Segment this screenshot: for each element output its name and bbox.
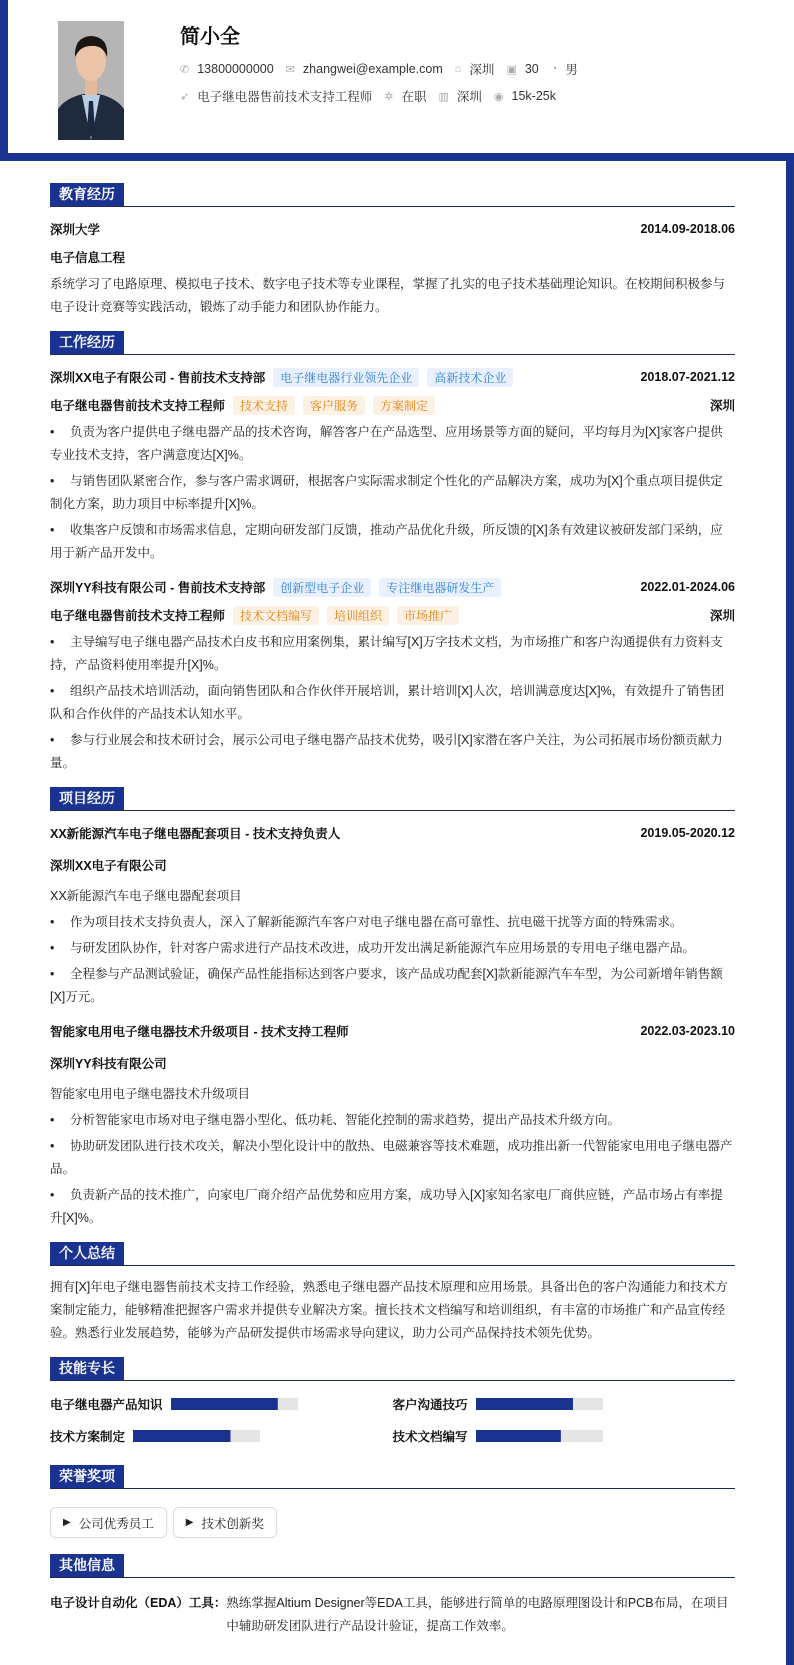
project-bullets	[50, 1109, 735, 1230]
skill-bar-fill	[476, 1398, 574, 1410]
bullet-icon: •	[50, 1139, 55, 1153]
project-name: 智能家电用电子继电器技术升级项目 - 技术支持工程师	[50, 1025, 349, 1039]
skill-bar-fill	[476, 1430, 561, 1442]
skill-tag: 培训组织	[327, 606, 389, 625]
email: zhangwei@example.com	[302, 62, 443, 76]
project-header-row	[50, 1019, 735, 1043]
bullet-text: 与销售团队紧密合作，参与客户需求调研，根据客户实际需求制定个性化的产品解决方案，成功为[X]个重点项目提供定制化方案，助力项目中标率提升[X]%。	[50, 474, 723, 511]
bullet-icon: •	[50, 425, 55, 439]
section-education: 教育经历	[50, 183, 735, 207]
section-project: 项目经历	[50, 787, 735, 811]
title-group	[50, 606, 459, 625]
company-tag: 专注继电器研发生产	[379, 578, 501, 597]
work-bullets	[50, 631, 735, 775]
work-title-row	[50, 393, 735, 417]
skill-tag: 技术支持	[233, 396, 295, 415]
bullet-icon: •	[50, 635, 55, 649]
project-company-row	[50, 853, 735, 877]
skill-bar	[476, 1430, 603, 1442]
list-item	[50, 519, 735, 565]
skill-tag: 市场推广	[397, 606, 459, 625]
play-icon: ▶	[185, 1517, 194, 1528]
send-icon: ➶	[180, 90, 190, 103]
other-label: 电子设计自动化（EDA）工具：	[50, 1596, 227, 1610]
gender-icon: ◔	[550, 63, 558, 75]
bullet-icon: •	[50, 474, 55, 488]
project-desc-row	[50, 1081, 735, 1105]
skill-item	[393, 1395, 736, 1413]
section-skills: 技能专长	[50, 1357, 735, 1381]
work-date: 2018.07-2021.12	[640, 370, 735, 384]
section-awards: 荣誉奖项	[50, 1465, 735, 1489]
list-item	[50, 937, 735, 960]
section-other: 其他信息	[50, 1554, 735, 1578]
job-status: 在职	[401, 90, 427, 104]
section-summary: 个人总结	[50, 1242, 735, 1266]
skill-tag: 技术文档编写	[233, 606, 319, 625]
bullet-text: 全程参与产品测试验证，确保产品性能指标达到客户要求，该产品成功配套[X]款新能源汽车车型，为公司新增年销售额[X]万元。	[50, 967, 723, 1004]
bullet-text: 作为项目技术支持负责人，深入了解新能源汽车客户对电子继电器在高可靠性、抗电磁干扰等方面的特殊需求。	[70, 915, 683, 929]
project-date: 2019.05-2020.12	[640, 826, 735, 840]
bullet-text: 参与行业展会和技术研讨会，展示公司电子继电器产品技术优势，吸引[X]家潜在客户关注，为公司拓展市场份额贡献力量。	[50, 733, 723, 770]
bullet-text: 协助研发团队进行技术攻关，解决小型化设计中的散热、电磁兼容等技术难题，成功推出新一代智能家电用电子继电器产品。	[50, 1139, 733, 1176]
skill-name: 电子继电器产品知识	[50, 1398, 163, 1412]
summary-text: 拥有[X]年电子继电器售前技术支持工作经验，熟悉电子继电器产品技术原理和应用场景。具备出色的客户沟通能力和技术方案制定能力，能够精准把握客户需求并提供专业解决方案。擅长技术文档编写和培训组织，有丰富的市场推广和产品宣传经验。熟悉行业发展趋势，能够为产品研发提供市场需求导向建议，助力公司产品保持技术领先优势。	[50, 1280, 728, 1340]
city: 深圳	[469, 63, 495, 77]
bullet-text: 组织产品技术培训活动，面向销售团队和合作伙伴开展培训，累计培训[X]人次，培训满意度达[X]%，有效提升了销售团队和合作伙伴的产品技术认知水平。	[50, 684, 725, 721]
edu-date: 2014.09-2018.06	[640, 222, 735, 236]
bullet-text: 负责为客户提供电子继电器产品的技术咨询，解答客户在产品选型、应用场景等方面的疑问，平均每月为[X]家客户提供专业技术支持，客户满意度达[X]%。	[50, 425, 723, 462]
company-tag: 创新型电子企业	[273, 578, 371, 597]
target-job: 电子继电器售前技术支持工程师	[197, 90, 373, 104]
award-name: 技术创新奖	[201, 1516, 264, 1531]
skill-item	[50, 1427, 393, 1445]
award-badge	[173, 1507, 277, 1538]
building-icon: ▥	[438, 90, 449, 103]
skill-tag: 客户服务	[303, 396, 365, 415]
edu-desc: 系统学习了电路原理、模拟电子技术、数字电子技术等专业课程，掌握了扎实的电子技术基础理论知识。在校期间积极参与电子设计竞赛等实践活动，锻炼了动手能力和团队协作能力。	[50, 277, 726, 314]
company-tag: 高新技术企业	[427, 368, 513, 387]
resume-body	[0, 161, 794, 1665]
bullet-text: 收集客户反馈和市场需求信息，定期向研发部门反馈，推动产品优化升级，所反馈的[X]条有效建议被研发部门采纳，应用于新产品开发中。	[50, 523, 723, 560]
skill-name: 技术文档编写	[392, 1430, 468, 1444]
phone: 13800000000	[197, 62, 274, 76]
section-work: 工作经历	[50, 331, 735, 355]
gender: 男	[565, 63, 578, 77]
list-item	[50, 470, 735, 516]
skill-item	[393, 1427, 736, 1445]
skill-bar	[171, 1398, 298, 1410]
list-item	[50, 1184, 735, 1230]
project-bullets	[50, 911, 735, 1009]
list-item	[50, 421, 735, 467]
bullet-icon: •	[50, 967, 55, 981]
project-company: 深圳YY科技有限公司	[50, 1057, 167, 1071]
bullet-text: 与研发团队协作，针对客户需求进行产品技术改进，成功开发出满足新能源汽车应用场景的专用电子继电器产品。	[70, 941, 696, 955]
work-title-row	[50, 603, 735, 627]
bullet-icon: •	[50, 523, 55, 537]
bullet-icon: •	[50, 733, 55, 747]
list-item	[50, 911, 735, 934]
salary: 15k-25k	[511, 89, 556, 103]
school: 深圳大学	[50, 223, 101, 237]
bullet-text: 负责新产品的技术推广，向家电厂商介绍产品优势和应用方案，成功导入[X]家知名家电厂商供应链，产品市场占有率提升[X]%。	[50, 1188, 723, 1225]
project-company-row	[50, 1051, 735, 1075]
project-name: XX新能源汽车电子继电器配套项目 - 技术支持负责人	[50, 827, 341, 841]
title-group	[50, 396, 435, 415]
work-header-row	[50, 575, 735, 599]
bullet-icon: •	[50, 684, 55, 698]
avatar	[58, 21, 124, 140]
bullet-text: 主导编写电子继电器产品技术白皮书和应用案例集，累计编写[X]万字技术文档，为市场推广和客户沟通提供有力资料支持，产品资料使用率提升[X]%。	[50, 635, 723, 672]
resume-header	[0, 0, 794, 161]
company-group	[50, 578, 501, 597]
skill-bar-fill	[133, 1430, 231, 1442]
project-company: 深圳XX电子有限公司	[50, 859, 167, 873]
project-date: 2022.03-2023.10	[640, 1024, 735, 1038]
bullet-icon: •	[50, 1113, 55, 1127]
list-item	[50, 963, 735, 1009]
age-icon: ▣	[506, 63, 517, 76]
skill-bar	[476, 1398, 603, 1410]
email-icon: ✉	[285, 63, 295, 76]
work-date: 2022.01-2024.06	[640, 580, 735, 594]
work-header-row	[50, 365, 735, 389]
company-group	[50, 368, 513, 387]
skill-bar-fill	[171, 1398, 278, 1410]
play-icon: ▶	[63, 1517, 71, 1528]
bullet-icon: •	[50, 941, 55, 955]
skill-tag: 方案制定	[373, 396, 435, 415]
skill-name: 客户沟通技巧	[392, 1398, 468, 1412]
bullet-text: 分析智能家电市场对电子继电器小型化、低功耗、智能化控制的需求趋势，提出产品技术升级方向。	[70, 1113, 621, 1127]
list-item	[50, 1109, 735, 1132]
status-icon: ✲	[384, 90, 394, 103]
list-item	[50, 729, 735, 775]
company-name: 深圳YY科技有限公司 - 售前技术支持部	[50, 580, 266, 595]
home-icon: ⌂	[454, 63, 462, 75]
other-item	[50, 1592, 735, 1638]
candidate-name: 简小全	[180, 26, 240, 48]
major: 电子信息工程	[50, 251, 126, 265]
target-city: 深圳	[456, 90, 482, 104]
work-city: 深圳	[709, 609, 735, 623]
skill-bar	[133, 1430, 260, 1442]
company-tag: 电子继电器行业领先企业	[273, 368, 419, 387]
bullet-icon: •	[50, 1188, 55, 1202]
award-name: 公司优秀员工	[78, 1516, 154, 1531]
skill-name: 技术方案制定	[50, 1430, 126, 1444]
other-text: 熟练掌握Altium Designer等EDA工具，能够进行简单的电路原理图设计和PCB布局，在项目中辅助研发团队进行产品设计验证，提高工作效率。	[226, 1596, 729, 1633]
salary-icon: ◉	[493, 90, 504, 103]
project-desc-row	[50, 883, 735, 907]
job-title: 电子继电器售前技术支持工程师	[50, 398, 226, 413]
company-name: 深圳XX电子有限公司 - 售前技术支持部	[50, 370, 266, 385]
skill-item	[50, 1395, 393, 1413]
job-title: 电子继电器售前技术支持工程师	[50, 608, 226, 623]
award-badge	[50, 1507, 167, 1538]
bullet-icon: •	[50, 915, 55, 929]
list-item	[50, 631, 735, 677]
work-city: 深圳	[709, 399, 735, 413]
project-header-row	[50, 821, 735, 845]
age: 30	[524, 62, 539, 76]
list-item	[50, 680, 735, 726]
project-desc: 智能家电用电子继电器技术升级项目	[50, 1087, 251, 1101]
project-desc: XX新能源汽车电子继电器配套项目	[50, 889, 242, 903]
phone-icon: ✆	[180, 63, 190, 76]
list-item	[50, 1135, 735, 1181]
work-bullets	[50, 421, 735, 565]
